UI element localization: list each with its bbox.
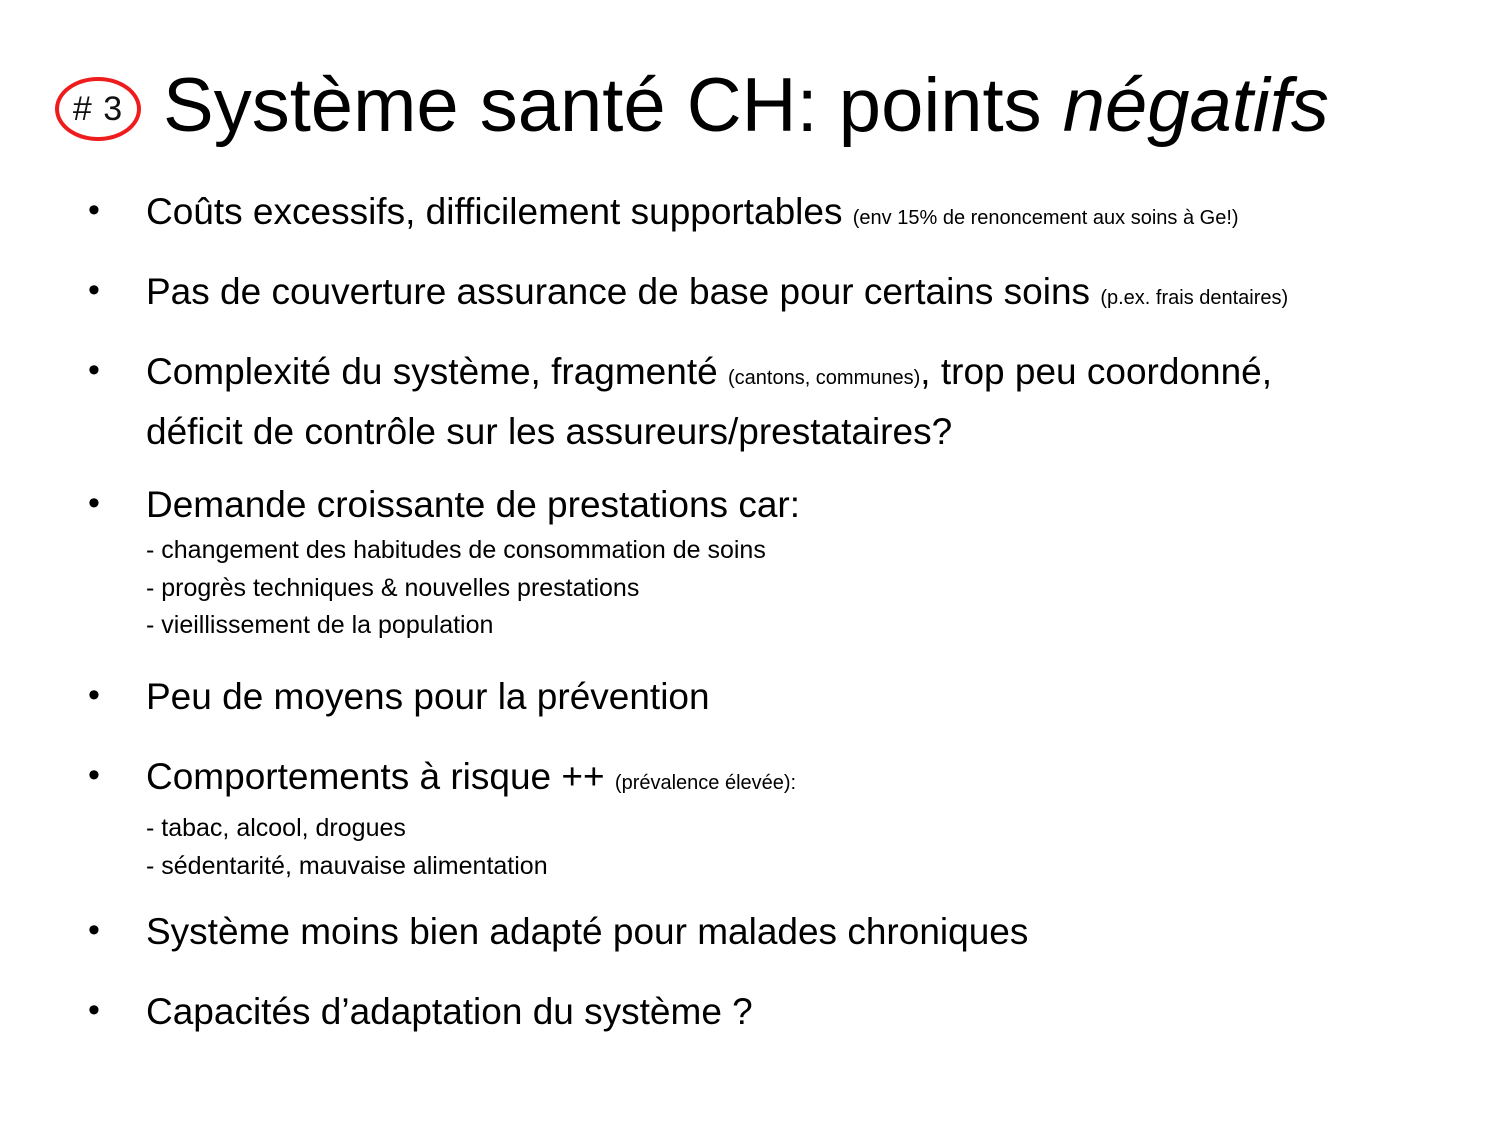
bullet-note: (env 15% de renoncement aux soins à Ge!) <box>852 207 1239 229</box>
bullet-note: (prévalence élevée): <box>614 772 797 794</box>
bullet-note: (p.ex. frais dentaires) <box>1100 287 1289 309</box>
bullet-item <box>88 750 796 885</box>
bullet-text: Système moins bien adapté pour malades chroniques <box>146 911 1029 952</box>
bullet-text: Coûts excessifs, difficilement supportables <box>146 191 843 232</box>
title-row <box>55 63 1329 148</box>
bullet-note: (cantons, communes) <box>727 367 921 389</box>
bullet-icon: • <box>88 991 100 1029</box>
bullet-item <box>88 905 1028 959</box>
title-text: Système santé CH: points <box>163 63 1063 148</box>
bullet-text: Pas de couverture assurance de base pour certains soins <box>146 271 1091 312</box>
sub-item: - progrès techniques & nouvelles prestations <box>146 573 640 602</box>
bullet-text: Complexité du système, fragmenté <box>146 351 718 392</box>
sub-item: - changement des habitudes de consommation de soins <box>146 536 766 564</box>
slide-number-badge: # 3 <box>55 77 141 141</box>
bullet-item <box>88 345 1272 459</box>
bullet-item <box>88 478 800 645</box>
sub-item: - sédentarité, mauvaise alimentation <box>146 851 548 880</box>
bullet-item <box>88 670 710 724</box>
bullet-icon: • <box>88 351 100 389</box>
bullet-text: Peu de moyens pour la prévention <box>146 676 710 717</box>
bullet-icon: • <box>88 676 100 714</box>
bullet-text: Comportements à risque ++ <box>146 756 605 797</box>
title-emphasis: négatifs <box>1062 63 1329 148</box>
bullet-icon: • <box>88 271 100 309</box>
bullet-text-cont: , trop peu coordonné, <box>920 351 1273 392</box>
bullet-text: Capacités d’adaptation du système ? <box>146 991 753 1032</box>
bullet-item <box>88 185 1239 245</box>
bullet-item <box>88 265 1288 325</box>
sub-item: - tabac, alcool, drogues <box>146 814 406 842</box>
bullet-text-line2: déficit de contrôle sur les assureurs/prestataires? <box>146 411 953 452</box>
bullet-text: Demande croissante de prestations car: <box>146 484 801 525</box>
bullet-icon: • <box>88 484 100 522</box>
bullet-item <box>88 985 753 1039</box>
bullet-icon: • <box>88 911 100 949</box>
bullet-icon: • <box>88 756 100 794</box>
sub-item: - vieillissement de la population <box>146 611 494 639</box>
bullet-icon: • <box>88 191 100 229</box>
slide-title <box>163 63 1329 148</box>
